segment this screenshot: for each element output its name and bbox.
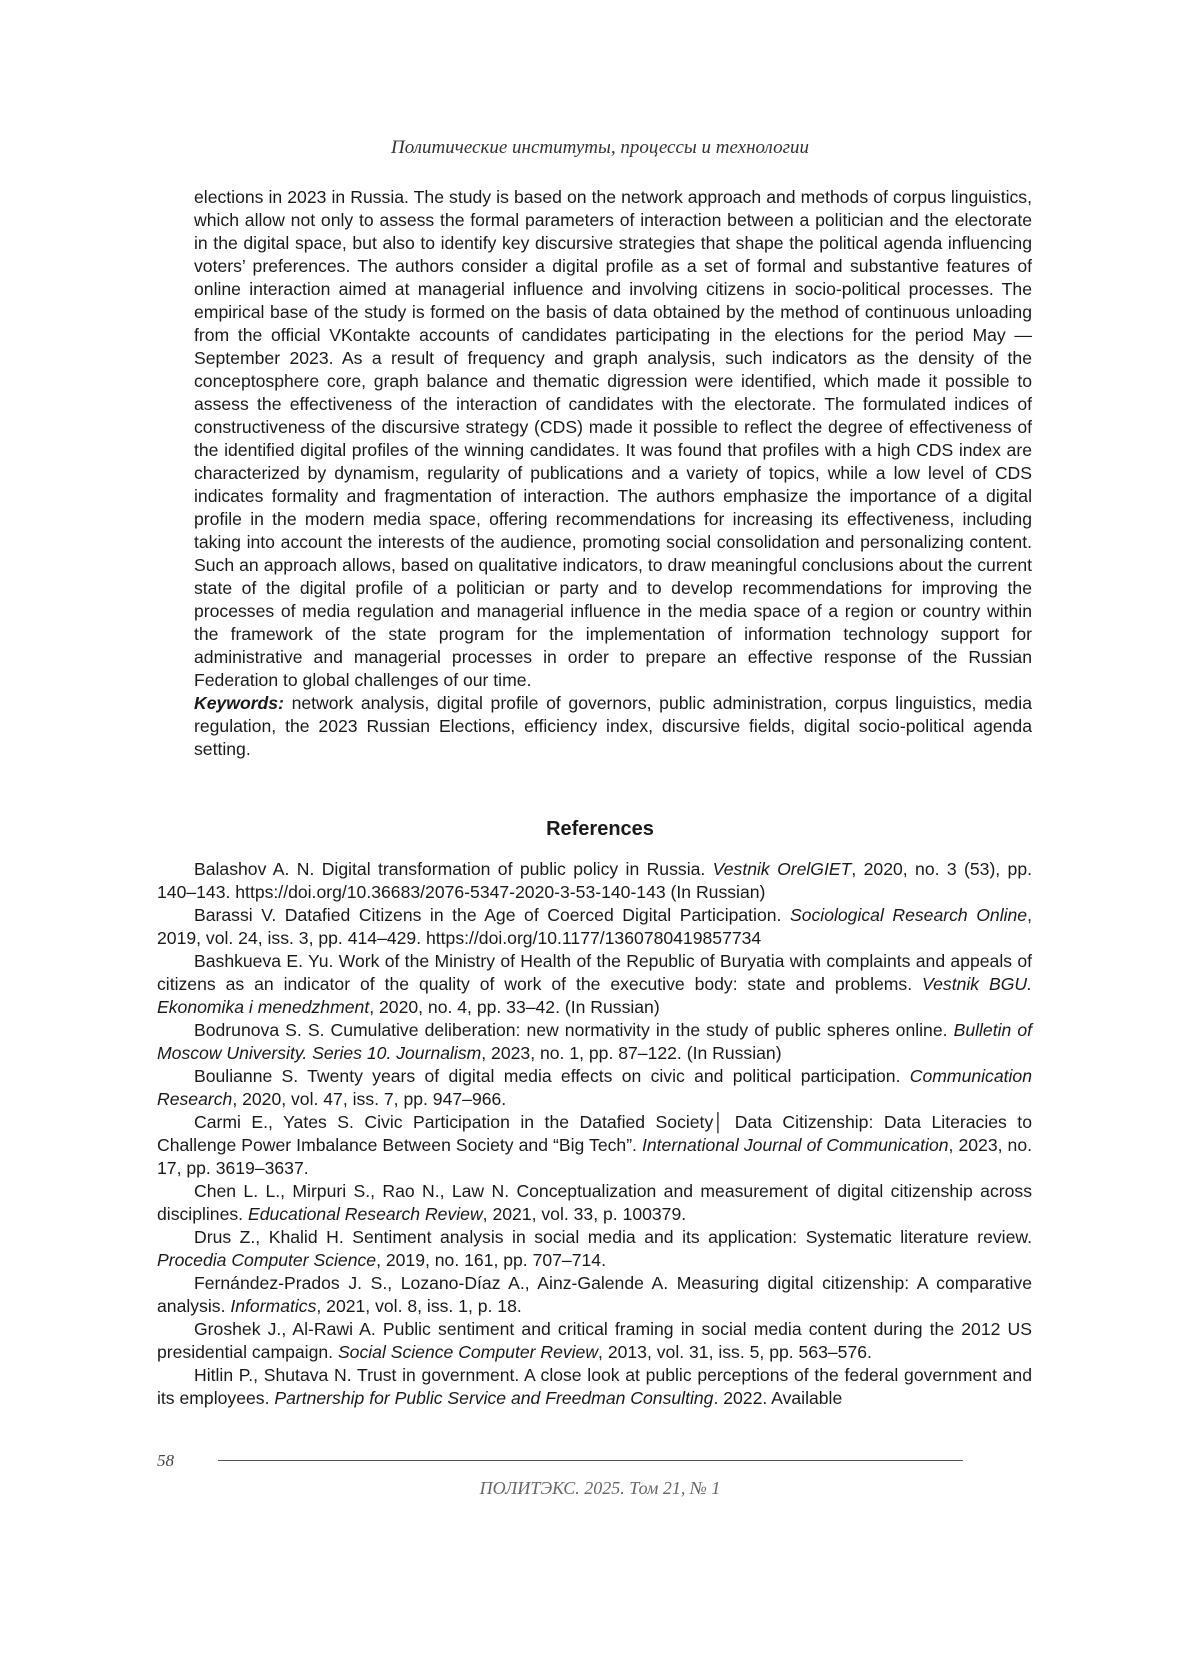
running-header: Политические институты, процессы и технологии [391,137,809,158]
keywords-list: network analysis, digital profile of governors, public administration, corpus linguistics, media regulation, the 2023 Russian Elections, efficiency index, discursive fields, digital socio-political agenda setting. [194,693,1032,759]
reference-item: Bodrunova S. S. Cumulative deliberation: new normativity in the study of public spheres online. Bulletin of Moscow University. Series 10. Journalism, 2023, no. 1, pp. 87–122. (In Russian) [157,1020,1033,1063]
keywords [194,692,1032,761]
footer-rule [218,1460,963,1461]
references-list [157,858,1032,1410]
abstract [194,186,1032,761]
reference-item: Bashkueva E. Yu. Work of the Ministry of Health of the Republic of Buryatia with complaints and appeals of citizens as an indicator of the quality of work of the executive body: state and problems. Vestnik BGU. Ekonomika i menedzhment, 2020, no. 4, pp. 33–42. (In Russian) [157,951,1033,1017]
reference-item: Balashov A. N. Digital transformation of public policy in Russia. Vestnik OrelGIET, 2020, no. 3 (53), pp. 140–143. https://doi.org/10.36683/2076-5347-2020-3-53-140-143 (In Russian) [157,859,1033,902]
reference-item: Fernández-Prados J. S., Lozano-Díaz A., Ainz-Galende A. Measuring digital citizenship: A comparative analysis. Informatics, 2021, vol. 8, iss. 1, p. 18. [157,1273,1032,1316]
reference-item: Drus Z., Khalid H. Sentiment analysis in social media and its application: Systematic literature review. Procedia Computer Science, 2019, no. 161, pp. 707–714. [157,1227,1032,1270]
reference-item: Boulianne S. Twenty years of digital media effects on civic and political participation. Communication Research, 2020, vol. 47, iss. 7, pp. 947–966. [157,1066,1032,1109]
reference-item: Hitlin P., Shutava N. Trust in government. A close look at public perceptions of the federal government and its employees. Partnership for Public Service and Freedman Consulting. 2022. Available [157,1365,1032,1408]
keywords-label: Keywords: [194,693,284,713]
reference-item: Barassi V. Datafied Citizens in the Age of Coerced Digital Participation. Sociological Research Online, 2019, vol. 24, iss. 3, pp. 414–429. https://doi.org/10.1177/1360780419857734 [157,905,1032,948]
reference-item: Carmi E., Yates S. Civic Participation in the Datafied Society│ Data Citizenship: Data Literacies to Challenge Power Imbalance Between Society and “Big Tech”. International Journal of Communication, 2023, no. 17, pp. 3619–3637. [157,1112,1032,1178]
abstract-text: elections in 2023 in Russia. The study is based on the network approach and methods of corpus linguistics, which allow not only to assess the formal parameters of interaction between a politician and the electorate in the digital space, but also to identify key discursive strategies that shape the political agenda influencing voters’ preferences. The authors consider a digital profile as a set of formal and substantive features of online interaction aimed at managerial influence and involving citizens in socio-political processes. The empirical base of the study is formed on the basis of data obtained by the method of continuous unloading from the official VKontakte accounts of candidates participating in the elections for the period May — September 2023. As a result of frequency and graph analysis, such indicators as the density of the conceptosphere core, graph balance and thematic digression were identified, which made it possible to assess the effectiveness of the interaction of candidates with the electorate. The formulated indices of constructiveness of the discursive strategy (CDS) made it possible to reflect the degree of effectiveness of the identified digital profiles of the winning candidates. It was found that profiles with a high CDS index are characterized by dynamism, regularity of publications and a variety of topics, while a low level of CDS indicates formality and fragmentation of interaction. The authors emphasize the importance of a digital profile in the modern media space, offering recommendations for increasing its effectiveness, including taking into account the interests of the audience, promoting social consolidation and personalizing content. Such an approach allows, based on qualitative indicators, to draw meaningful conclusions about the current state of the digital profile of a politician or party and to develop recommendations for improving the processes of media regulation and managerial influence in the media space of a region or country within the framework of the state program for the implementation of information technology support for administrative and managerial processes in order to prepare an effective response of the Russian Federation to global challenges of our time. [194,187,1032,690]
page-number: 58 [157,1451,174,1470]
journal-footer: ПОЛИТЭКС. 2025. Том 21, № 1 [479,1478,721,1498]
references-heading: References [546,818,654,840]
reference-item: Groshek J., Al-Rawi A. Public sentiment and critical framing in social media content during the 2012 US presidential campaign. Social Science Computer Review, 2013, vol. 31, iss. 5, pp. 563–576. [157,1319,1032,1362]
reference-item: Chen L. L., Mirpuri S., Rao N., Law N. Conceptualization and measurement of digital citizenship across disciplines. Educational Research Review, 2021, vol. 33, p. 100379. [157,1181,1032,1224]
